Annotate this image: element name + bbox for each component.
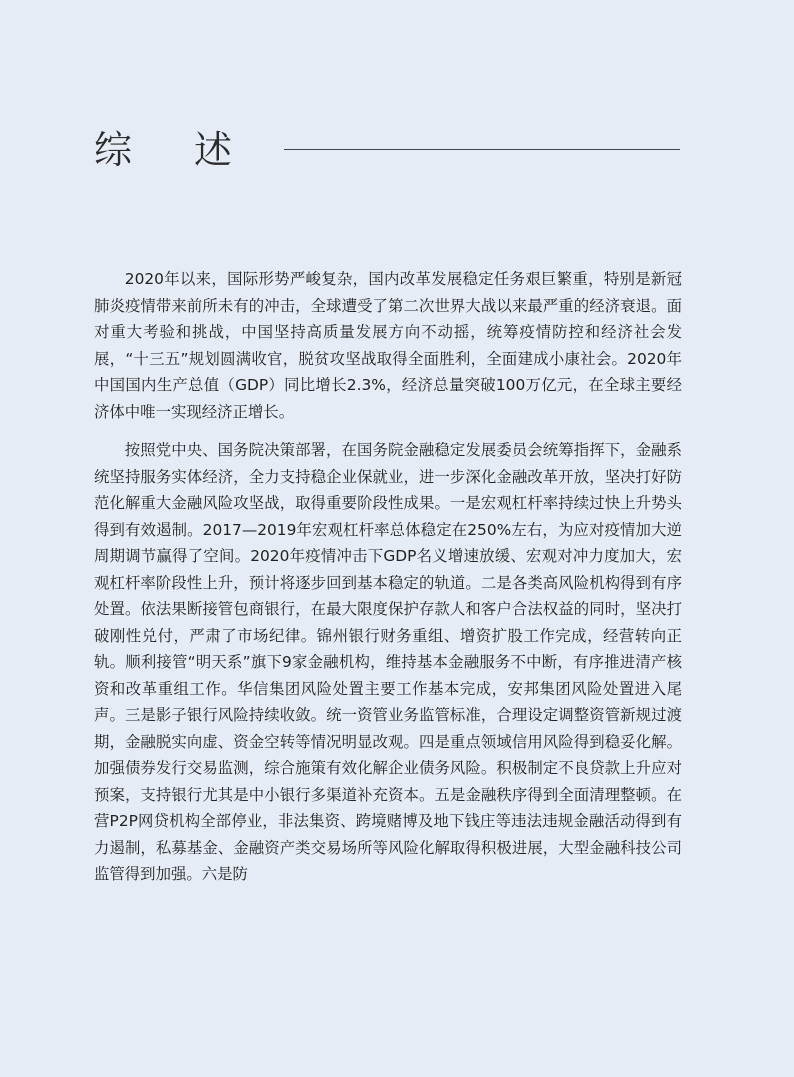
section-title: 综述: [94, 128, 295, 172]
paragraph-risk-management: 按照党中央、国务院决策部署，在国务院金融稳定发展委员会统筹指挥下，金融系统坚持服务实体经济，全力支持稳企业保就业，进一步深化金融改革开放，坚决打好防范化解重大金融风险攻坚战，取得重要阶段性成果。一是宏观杠杆率持续过快上升势头得到有效遏制。2017—2019年宏观杠杆率总体稳定在250%左右，为应对疫情加大逆周期调节赢得了空间。2020年疫情冲击下GDP名义增速放缓、宏观对冲力度加大，宏观杠杆率阶段性上升，预计将逐步回到基本稳定的轨道。二是各类高风险机构得到有序处置。依法果断接管包商银行，在最大限度保护存款人和客户合法权益的同时，坚决打破刚性兑付，严肃了市场纪律。锦州银行财务重组、增资扩股工作完成，经营转向正轨。顺利接管“明天系”旗下9家金融机构，维持基本金融服务不中断，有序推进清产核资和改革重组工作。华信集团风险处置主要工作基本完成，安邦集团风险处置进入尾声。三是影子银行风险持续收敛。统一资管业务监管标准，合理设定调整资管新规过渡期，金融脱实向虚、资金空转等情况明显改观。四是重点领域信用风险得到稳妥化解。加强债券发行交易监测，综合施策有效化解企业债务风险。积极制定不良贷款上升应对预案，支持银行尤其是中小银行多渠道补充资本。五是金融秩序得到全面清理整顿。在营P2P网贷机构全部停业，非法集资、跨境赌博及地下钱庄等违法违规金融活动得到有力遏制，私募基金、金融资产类交易场所等风险化解取得积极进展，大型金融科技公司监管得到加强。六是防: [94, 441, 682, 883]
paragraph-intro: 2020年以来，国际形势严峻复杂，国内改革发展稳定任务艰巨繁重，特别是新冠肺炎疫情带来前所未有的冲击，全球遭受了第二次世界大战以来最严重的经济衰退。面对重大考验和挑战，中国坚持高质量发展方向不动摇，统筹疫情防控和经济社会发展，“十三五”规划圆满收官，脱贫攻坚战取得全面胜利，全面建成小康社会。2020年中国国内生产总值（GDP）同比增长2.3%，经济总量突破100万亿元，在全球主要经济体中唯一实现经济正增长。: [94, 270, 682, 421]
heading-divider: [284, 149, 680, 150]
body-text: [94, 266, 682, 900]
section-heading: [94, 126, 294, 174]
